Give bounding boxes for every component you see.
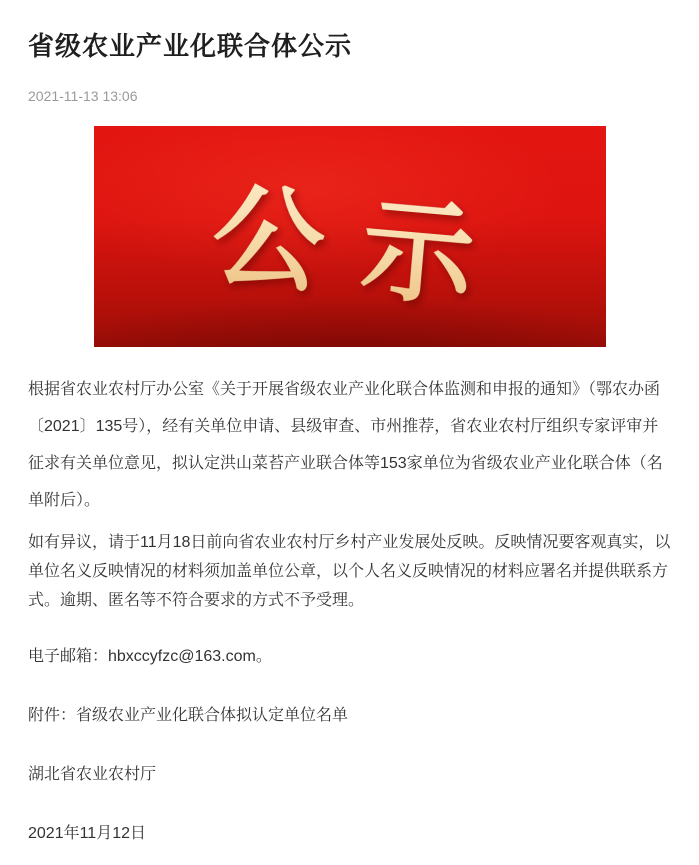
- paragraph-approval-basis: 根据省农业农村厅办公室《关于开展省级农业产业化联合体监测和申报的通知》（鄂农办函〔2021〕135号），经有关单位申请、县级审查、市州推荐，省农业农村厅组织专家评审并征求有关单位意见，拟认定洪山菜苔产业联合体等153家单位为省级农业产业化联合体（名单附后）。: [28, 380, 663, 509]
- page-title: 省级农业产业化联合体公示: [28, 31, 353, 61]
- publish-date: 2021-11-13 13:06: [28, 87, 138, 104]
- paragraph-issuing-agency: 湖北省农业农村厅: [28, 765, 157, 783]
- paragraph-email: 电子邮箱：hbxccyfzc@163.com。: [28, 647, 272, 665]
- paragraph-issue-date: 2021年11月12日: [28, 824, 147, 842]
- paragraph-attachment: 附件：省级农业产业化联合体拟认定单位名单: [28, 706, 349, 724]
- banner-gongshi-text: 公示: [187, 143, 519, 331]
- announcement-banner-image: [94, 126, 606, 347]
- paragraph-objection-instructions: 如有异议，请于11月18日前向省农业农村厅乡村产业发展处反映。反映情况要客观真实，以单位名义反映情况的材料须加盖单位公章，以个人名义反映情况的材料应署名并提供联系方式。逾期、匿名等不符合要求的方式不予受理。: [28, 533, 671, 609]
